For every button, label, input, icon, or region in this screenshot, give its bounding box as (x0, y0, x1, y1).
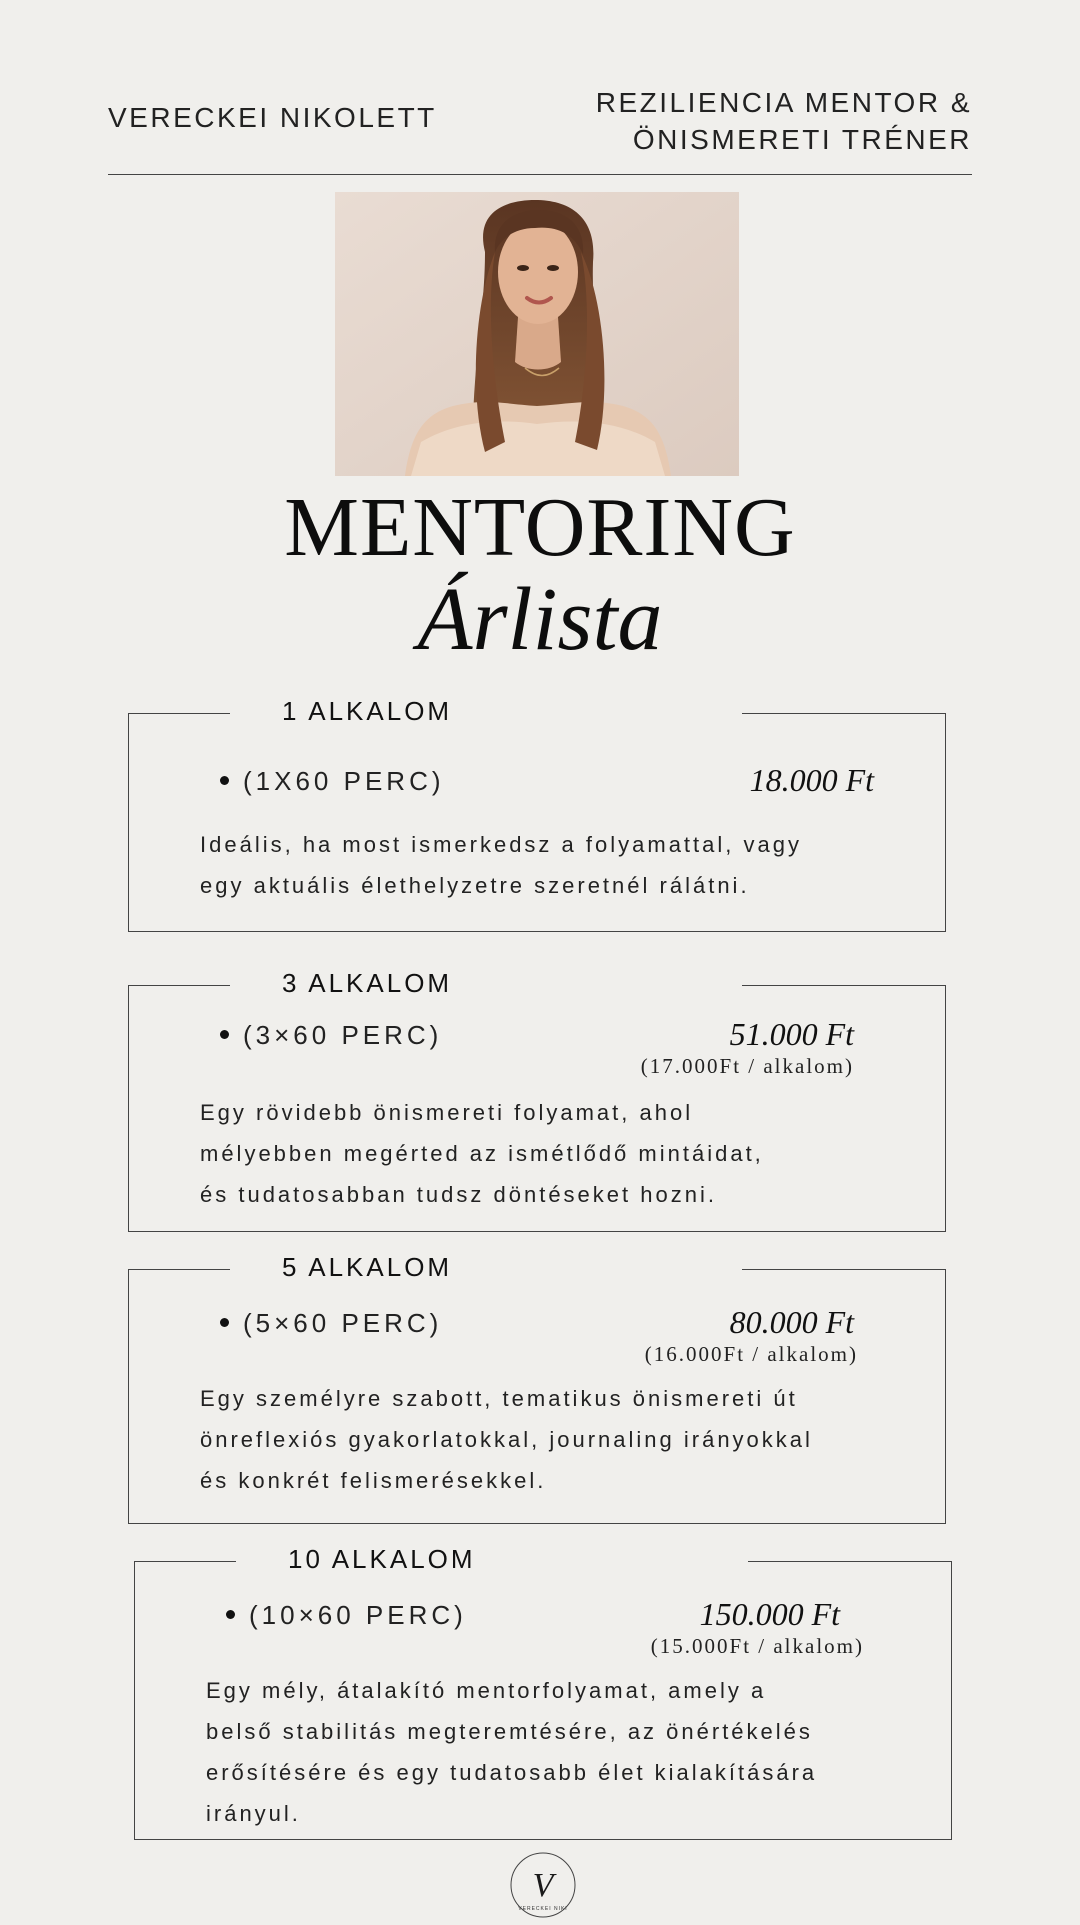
card-top-rule-left (134, 1561, 236, 1562)
package-label: 10 ALKALOM (288, 1544, 476, 1574)
description-line: belső stabilitás megteremtésére, az önértékelés (206, 1719, 813, 1744)
header-role (596, 84, 972, 158)
description-line: irányul. (206, 1801, 301, 1826)
card-top-rule-right (742, 713, 946, 714)
package-label: 3 ALKALOM (282, 968, 453, 998)
description-line: Egy személyre szabott, tematikus önismereti út (200, 1386, 798, 1411)
description-line: és konkrét felismerésekkel. (200, 1468, 547, 1493)
package-card-10 (134, 1544, 952, 1840)
header-role-line-2: ÖNISMERETI TRÉNER (632, 124, 972, 155)
card-top-rule-left (128, 1269, 230, 1270)
description-line: önreflexiós gyakorlatokkal, journaling irányokkal (200, 1427, 813, 1452)
card-top-rule-right (748, 1561, 952, 1562)
package-unit-price: (15.000Ft / alkalom) (650, 1634, 864, 1658)
description-line: egy aktuális élethelyzetre szeretnél rálátni. (200, 873, 750, 898)
package-card-1 (128, 696, 946, 932)
package-duration: (5×60 PERC) (220, 1308, 442, 1339)
package-price: 51.000 Ft (729, 1016, 854, 1052)
description-line: mélyebben megérted az ismétlődő mintáidat, (200, 1141, 764, 1166)
package-description (206, 1670, 817, 1834)
package-label: 1 ALKALOM (282, 696, 453, 726)
portrait-photo (335, 192, 739, 476)
package-card-3 (128, 968, 946, 1232)
package-description (200, 824, 802, 906)
package-price: 80.000 Ft (729, 1304, 854, 1340)
package-label: 5 ALKALOM (282, 1252, 453, 1282)
description-line: Egy rövidebb önismereti folyamat, ahol (200, 1100, 694, 1125)
description-line: Ideális, ha most ismerkedsz a folyamattal, vagy (200, 832, 802, 857)
package-description (200, 1378, 813, 1501)
card-top-rule-left (128, 713, 230, 714)
description-line: és tudatosabban tudsz döntéseket hozni. (200, 1182, 717, 1207)
card-top-rule-right (742, 1269, 946, 1270)
description-line: erősítésére és egy tudatosabb élet kialakítására (206, 1760, 818, 1785)
description-line: Egy mély, átalakító mentorfolyamat, amely a (206, 1678, 767, 1703)
package-price: 18.000 Ft (749, 762, 874, 798)
logo-caption: VERECKEI NIKI (518, 1906, 568, 1912)
header-divider (108, 174, 972, 175)
logo-monogram: V (532, 1867, 554, 1904)
package-duration: (1X60 PERC) (220, 766, 445, 797)
package-description (200, 1092, 764, 1215)
brand-logo (508, 1850, 578, 1920)
package-duration: (10×60 PERC) (226, 1600, 467, 1631)
page-title: MENTORING (284, 481, 796, 574)
portrait-illustration (335, 192, 739, 476)
page-subtitle: Árlista (417, 570, 663, 669)
package-card-5 (128, 1252, 946, 1524)
package-price: 150.000 Ft (699, 1596, 840, 1632)
header-name: VERECKEI NIKOLETT (108, 102, 437, 133)
package-duration: (3×60 PERC) (220, 1020, 442, 1051)
package-unit-price: (17.000Ft / alkalom) (640, 1054, 854, 1078)
header-role-line-1: REZILIENCIA MENTOR & (595, 87, 972, 118)
card-top-rule-right (742, 985, 946, 986)
package-unit-price: (16.000Ft / alkalom) (644, 1342, 858, 1366)
card-top-rule-left (128, 985, 230, 986)
